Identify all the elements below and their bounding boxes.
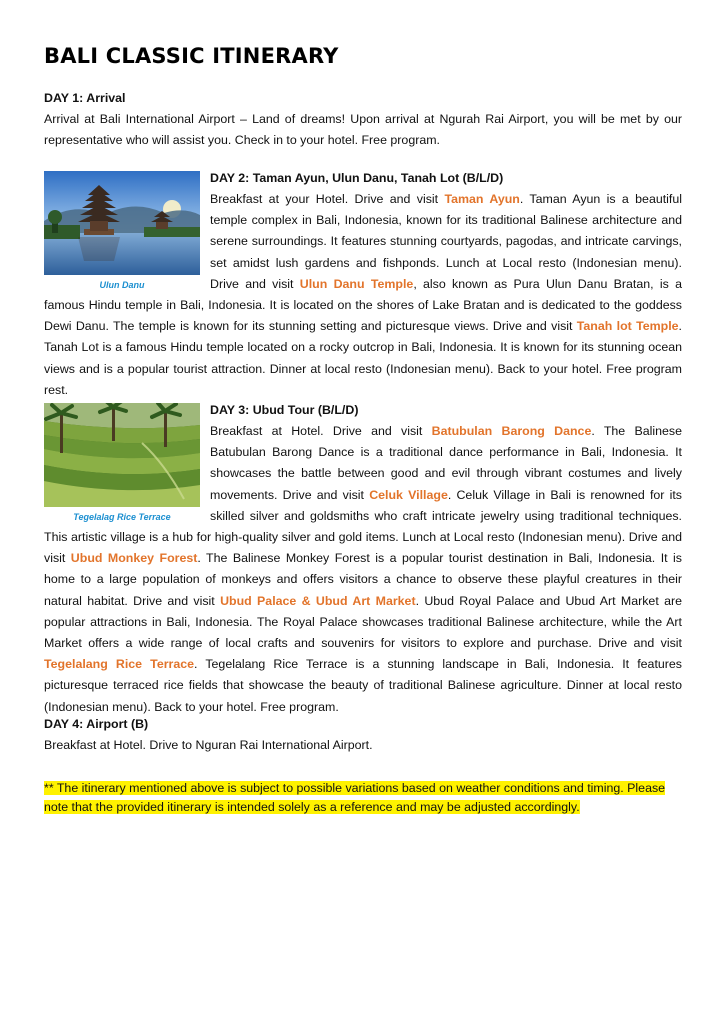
day1-section bbox=[44, 88, 682, 151]
taman-ayun-link: Taman Ayun bbox=[444, 192, 520, 206]
ulun-danu-photo bbox=[44, 171, 200, 275]
tanah-lot-temple-link: Tanah lot Temple bbox=[576, 319, 679, 334]
day2-figure bbox=[44, 171, 200, 291]
ubud-monkey-forest-link: Ubud Monkey Forest bbox=[70, 551, 198, 566]
day3-figure bbox=[44, 403, 200, 523]
rice-terrace-photo bbox=[44, 403, 200, 507]
celuk-village-link: Celuk Village bbox=[369, 487, 448, 502]
day2-section bbox=[44, 168, 682, 401]
day2-text: Breakfast at your Hotel. Drive and visit Taman Ayun. Taman Ayun is a beautiful temple complex in Bali, Indonesia, known for its traditional Balinese architecture and serene surroundings. It features stunning courtyards, pagodas, and intricate carvings, set amidst lush gardens and fishponds. Lunch at Local resto (Indonesian menu). Drive and visit Ulun Danu Temple, also known as Pura Ulun Danu Bratan, is a famous Hindu temple in Bali, Indonesia. It is located on the shores of Lake Bratan and is dedicated to the goddess Dewi Danu. The temple is known for its stunning setting and picturesque views. Drive and visit Tanah lot Temple. Tanah Lot is a famous Hindu temple located on a rocky outcrop in Bali, Indonesia. It is known for its stunning ocean views and is a popular tourist attraction. Dinner at local resto (Indonesian menu). Back to your hotel. Free program rest. bbox=[44, 192, 683, 397]
day3-section bbox=[44, 400, 682, 718]
day3-text: Breakfast at Hotel. Drive and visit Batubulan Barong Dance. The Balinese Batubulan Barong Dance is a traditional dance performance in Bali, Indonesia. It showcases the battle between good and evil through vibrant costumes and lively movements. Drive and visit Celuk Village. Celuk Village in Bali is renowned for its skilled silver and goldsmiths who craft intricate jewelry using traditional techniques. This artistic village is a hub for high-quality silver and gold items. Lunch at Local resto (Indonesian menu). Drive and visit Ubud Monkey Forest. The Balinese Monkey Forest is a popular tourist destination in Bali, Indonesia. It is home to a large population of monkeys and offers visitors a chance to observe these playful creatures in their natural habitat. Drive and visit Ubud Palace & Ubud Art Market. Ubud Royal Palace and Ubud Art Market are popular attractions in Bali, Indonesia. The Royal Palace showcases traditional Balinese architecture, while the Art Market offers a wide range of local crafts and souvenirs for visitors to explore and purchase. Drive and visit Tegelalang Rice Terrace. Tegelalang Rice Terrace is a stunning landscape in Bali, Indonesia. It features picturesque terraced rice fields that showcase the beauty of traditional Balinese agriculture. Dinner at local resto (Indonesian menu). Back to your hotel. Free program. bbox=[44, 424, 682, 714]
ubud-palace-art-market-link: Ubud Palace & Ubud Art Market bbox=[220, 593, 416, 608]
day1-text: Arrival at Bali International Airport – Land of dreams! Upon arrival at Ngurah Rai Airport, you will be met by our representative who will assist you. Check in to your hotel. Free program. bbox=[44, 112, 682, 148]
rice-terrace-caption: Tegelalag Rice Terrace bbox=[73, 512, 171, 522]
page-title: BALI CLASSIC ITINERARY bbox=[44, 44, 339, 68]
day4-section bbox=[44, 714, 682, 756]
tegelalang-rice-terrace-link: Tegelalang Rice Terrace bbox=[44, 657, 195, 672]
day2-heading: DAY 2: Taman Ayun, Ulun Danu, Tanah Lot (B/L/D) bbox=[210, 171, 504, 185]
day4-text: Breakfast at Hotel. Drive to Nguran Rai International Airport. bbox=[44, 738, 373, 752]
day3-heading: DAY 3: Ubud Tour (B/L/D) bbox=[210, 403, 359, 417]
disclaimer-highlight: ** The itinerary mentioned above is subject to possible variations based on weather conditions and timing. Please note that the provided itinerary is intended solely as a reference and may be adjusted accordingly. bbox=[44, 781, 666, 814]
batubulan-barong-dance-link: Batubulan Barong Dance bbox=[431, 424, 592, 438]
day4-heading: DAY 4: Airport (B) bbox=[44, 717, 149, 731]
ulun-danu-caption: Ulun Danu bbox=[99, 280, 145, 290]
ulun-danu-temple-link: Ulun Danu Temple bbox=[299, 276, 414, 291]
day1-heading: DAY 1: Arrival bbox=[44, 91, 126, 105]
disclaimer-note bbox=[44, 779, 682, 817]
